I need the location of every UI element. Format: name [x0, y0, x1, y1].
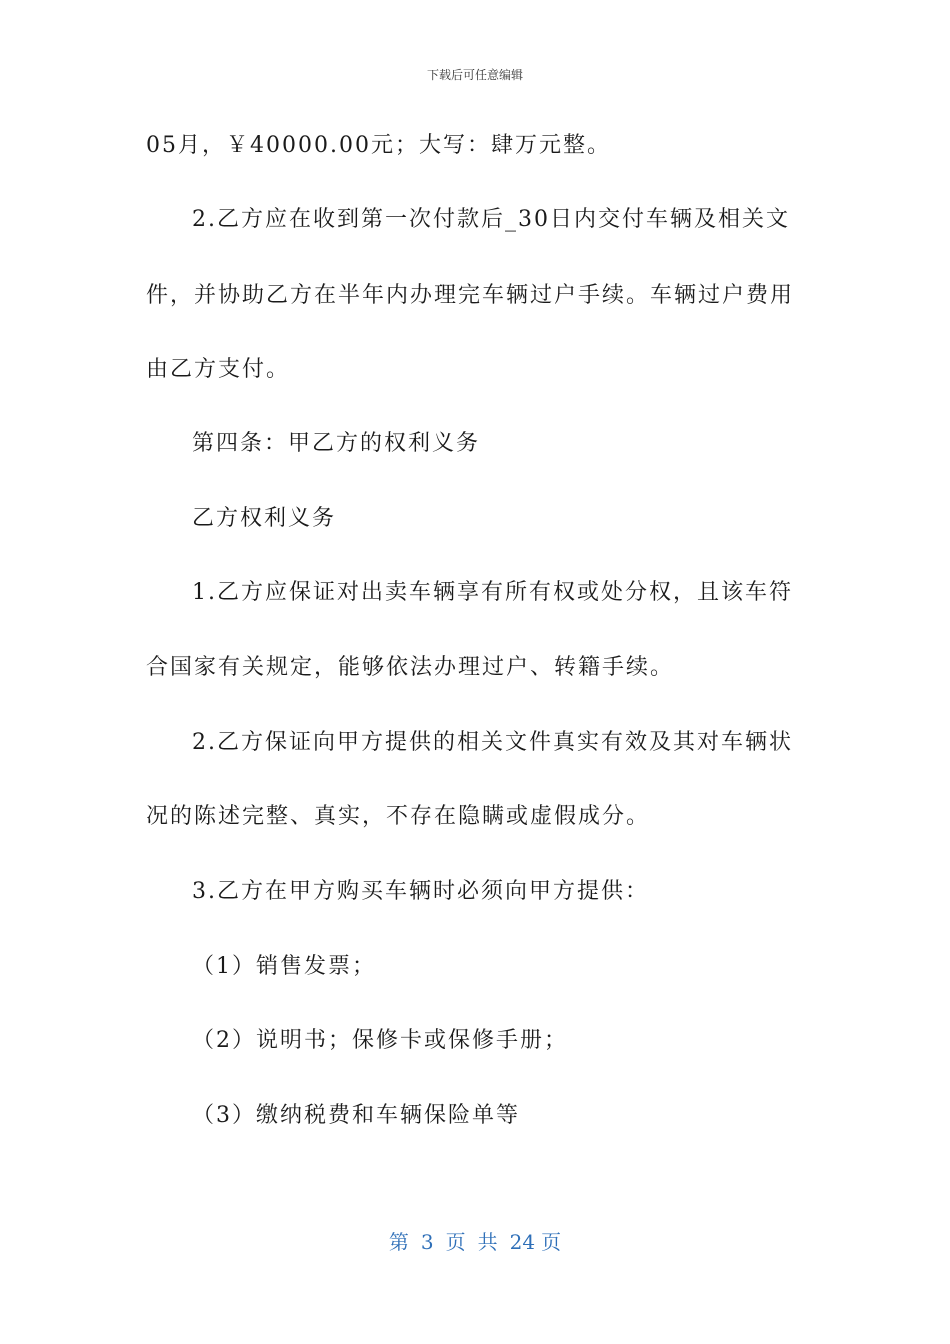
footer-di: 第 [388, 1230, 409, 1254]
paragraph-line: 3.乙方在甲方购买车辆时必须向甲方提供： [192, 879, 649, 904]
section-heading: 第四条：甲乙方的权利义务 [192, 431, 481, 456]
page-footer [0, 1226, 950, 1255]
footer-gong: 共 [477, 1230, 498, 1254]
paragraph-line: 2.乙方应在收到第一次付款后_30日内交付车辆及相关文 [192, 207, 790, 232]
paragraph-line: 05月，￥40000.00元；大写：肆万元整。 [146, 133, 611, 158]
footer-page-total: 24 [509, 1230, 536, 1254]
footer-ye: 页 [445, 1230, 466, 1254]
page-header-note: 下载后可任意编辑 [426, 68, 523, 82]
paragraph-line: 况的陈述完整、真实，不存在隐瞒或虚假成分。 [146, 804, 651, 829]
subsection-heading: 乙方权利义务 [192, 506, 337, 531]
paragraph-line: 1.乙方应保证对出卖车辆享有所有权或处分权，且该车符 [192, 580, 793, 605]
paragraph-line: 合国家有关规定，能够依法办理过户、转籍手续。 [146, 655, 675, 680]
footer-page-current: 3 [420, 1230, 434, 1254]
footer-ye2: 页 [541, 1230, 562, 1254]
list-item: （2）说明书；保修卡或保修手册； [192, 1028, 568, 1053]
list-item: （3）缴纳税费和车辆保险单等 [192, 1103, 520, 1128]
paragraph-line: 由乙方支付。 [146, 357, 291, 382]
paragraph-line: 件，并协助乙方在半年内办理完车辆过户手续。车辆过户费用 [146, 283, 795, 308]
paragraph-line: 2.乙方保证向甲方提供的相关文件真实有效及其对车辆状 [192, 730, 793, 755]
list-item: （1）销售发票； [192, 954, 376, 979]
